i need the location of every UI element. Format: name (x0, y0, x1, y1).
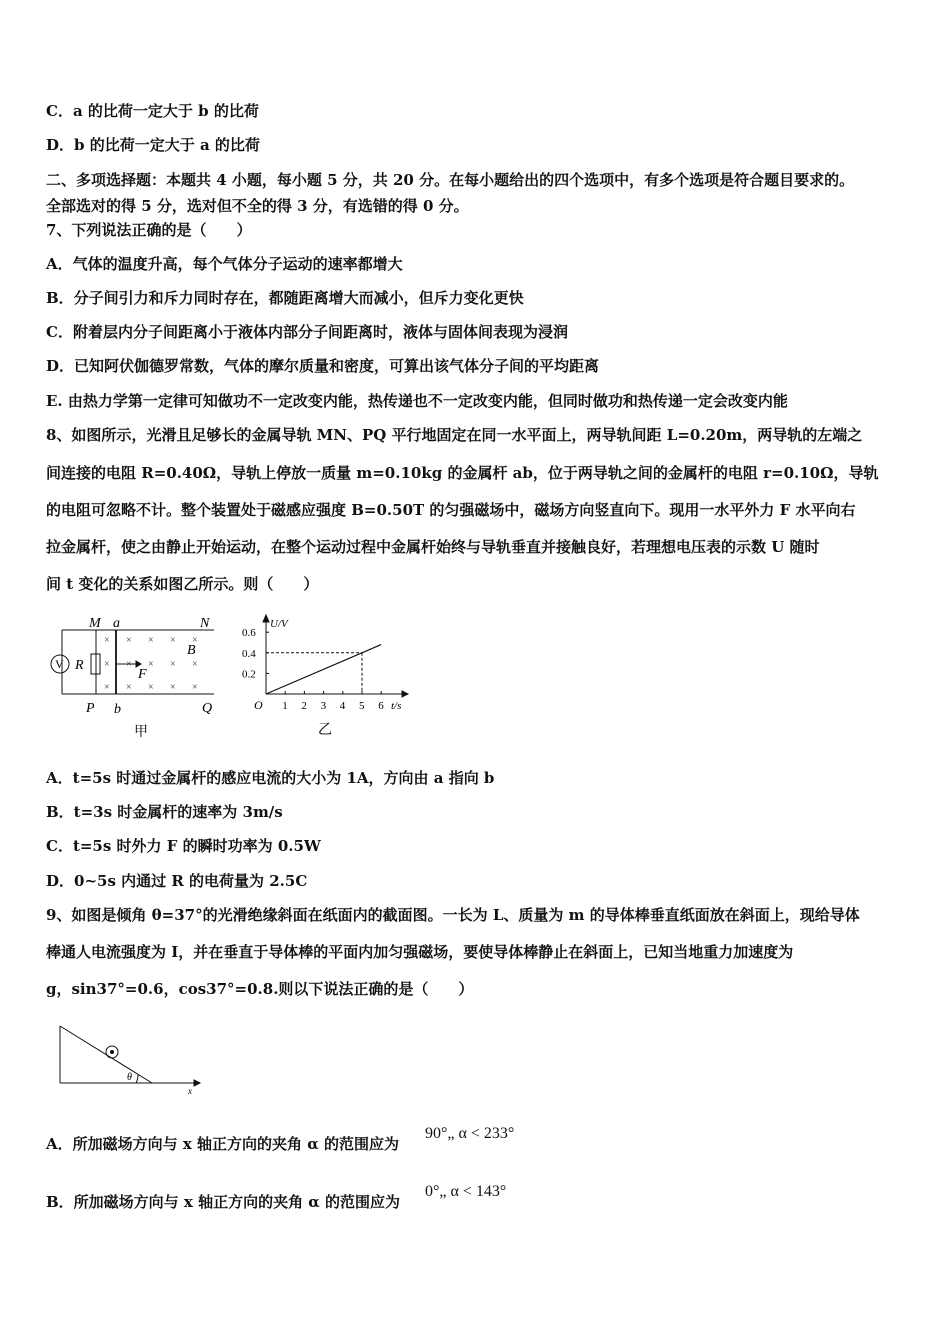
theta-label: θ (127, 1072, 132, 1083)
field-cross: × (192, 682, 198, 693)
y-axis-label: U/V (270, 618, 288, 630)
x-tick-label: 5 (359, 700, 365, 712)
q9-option-a: A．所加磁场方向与 x 轴正方向的夹角 α 的范围应为 (46, 1135, 400, 1153)
q8-option-c: C．t=5s 时外力 F 的瞬时功率为 0.5W (46, 837, 321, 855)
incline-figure (50, 1018, 210, 1098)
field-cross: × (170, 682, 176, 693)
q9-stem-line1: 9、如图是倾角 θ=37°的光滑绝缘斜面在纸面内的截面图。一长为 L、质量为 m 的导体棒垂直纸面放在斜面上，现给导体 (46, 906, 860, 924)
q9-option-b-range: 0°„ α < 143° (425, 1183, 507, 1200)
y-tick-label: 0.4 (242, 647, 256, 660)
q9-stem-line3: g，sin37°=0.6，cos37°=0.8.则以下说法正确的是（ ） (46, 980, 474, 998)
voltmeter-label: V (55, 657, 64, 671)
field-cross: × (104, 635, 110, 646)
field-cross: × (126, 635, 132, 646)
field-cross: × (170, 635, 176, 646)
x-tick-label: 1 (282, 700, 288, 712)
ut-chart-yi (236, 610, 416, 740)
label-M: M (89, 616, 101, 631)
y-tick-label: 0.2 (242, 668, 256, 681)
q7-option-b: B．分子间引力和斥力同时存在，都随距离增大而减小，但斥力变化更快 (46, 289, 524, 307)
field-cross: × (104, 659, 110, 670)
q8-option-d: D．0~5s 内通过 R 的电荷量为 2.5C (46, 872, 308, 890)
q8-stem-line5: 间 t 变化的关系如图乙所示。则（ ） (46, 575, 319, 593)
figure-caption-jia: 甲 (134, 725, 148, 740)
q8-stem-line3: 的电阻可忽略不计。整个装置处于磁感应强度 B=0.50T 的匀强磁场中，磁场方向竖直向下。现用一水平外力 F 水平向右 (46, 501, 856, 519)
force-label: F (138, 667, 147, 682)
resistor-label: R (75, 658, 84, 673)
section2-header-line1: 二、多项选择题：本题共 4 小题，每小题 5 分，共 20 分。在每小题给出的四个选项中，有多个选项是符合题目要求的。 (46, 171, 855, 189)
label-a: a (113, 616, 120, 631)
x-tick-label: 6 (378, 700, 384, 712)
q7-option-d: D．已知阿伏伽德罗常数，气体的摩尔质量和密度，可算出该气体分子间的平均距离 (46, 357, 600, 375)
x-axis-label: x (188, 1086, 192, 1096)
field-cross: × (192, 635, 198, 646)
field-cross: × (170, 659, 176, 670)
q8-stem-line1: 8、如图所示，光滑且足够长的金属导轨 MN、PQ 平行地固定在同一水平面上，两导轨间距 L=0.20m，两导轨的左端之 (46, 426, 863, 444)
x-axis-label: t/s (391, 700, 402, 712)
q9-stem-line2: 棒通人电流强度为 I，并在垂直于导体棒的平面内加匀强磁场，要使导体棒静止在斜面上，已知当地重力加速度为 (46, 943, 794, 961)
figure-caption-yi: 乙 (318, 723, 332, 738)
x-tick-label: 2 (301, 700, 307, 712)
label-Q: Q (202, 701, 213, 716)
q8-option-a: A．t=5s 时通过金属杆的感应电流的大小为 1A，方向由 a 指向 b (46, 769, 495, 787)
x-tick-label: 4 (339, 700, 346, 712)
q7-option-a: A．气体的温度升高，每个气体分子运动的速率都增大 (46, 255, 403, 273)
field-cross: × (148, 659, 154, 670)
section2-header-line2: 全部选对的得 5 分，选对但不全的得 3 分，有选错的得 0 分。 (46, 197, 469, 215)
y-tick-label: 0.6 (242, 627, 256, 640)
q8-stem-line4: 拉金属杆，使之由静止开始运动，在整个运动过程中金属杆始终与导轨垂直并接触良好，若理想电压表的示数 U 随时 (46, 538, 820, 556)
field-cross: × (192, 659, 198, 670)
field-cross: × (148, 635, 154, 646)
q8-option-b: B．t=3s 时金属杆的速率为 3m/s (46, 803, 283, 821)
origin-label: O (254, 698, 263, 712)
label-N: N (200, 616, 210, 631)
q9-option-b: B．所加磁场方向与 x 轴正方向的夹角 α 的范围应为 (46, 1193, 401, 1211)
field-cross: × (148, 682, 154, 693)
x-tick-label: 3 (320, 700, 327, 712)
q6-option-d: D．b 的比荷一定大于 a 的比荷 (46, 136, 260, 154)
field-label: B (187, 643, 196, 658)
field-cross: × (126, 682, 132, 693)
q8-stem-line2: 间连接的电阻 R=0.40Ω，导轨上停放一质量 m=0.10kg 的金属杆 ab，位于两导轨之间的金属杆的电阻 r=0.10Ω，导轨 (46, 464, 879, 482)
q9-option-a-range: 90°„ α < 233° (425, 1125, 515, 1142)
q6-option-c: C．a 的比荷一定大于 b 的比荷 (46, 102, 259, 120)
q7-stem: 7、下列说法正确的是（ ） (46, 221, 252, 239)
q7-option-e: E. 由热力学第一定律可知做功不一定改变内能，热传递也不一定改变内能，但同时做功和热传递一定会改变内能 (46, 392, 788, 410)
q7-option-c: C．附着层内分子间距离小于液体内部分子间距离时，液体与固体间表现为浸润 (46, 323, 568, 341)
label-b: b (114, 702, 121, 717)
series-line-u (266, 645, 381, 694)
label-P: P (86, 701, 95, 716)
circuit-figure-jia (44, 612, 234, 742)
field-cross: × (104, 682, 110, 693)
field-cross: × (126, 659, 132, 670)
